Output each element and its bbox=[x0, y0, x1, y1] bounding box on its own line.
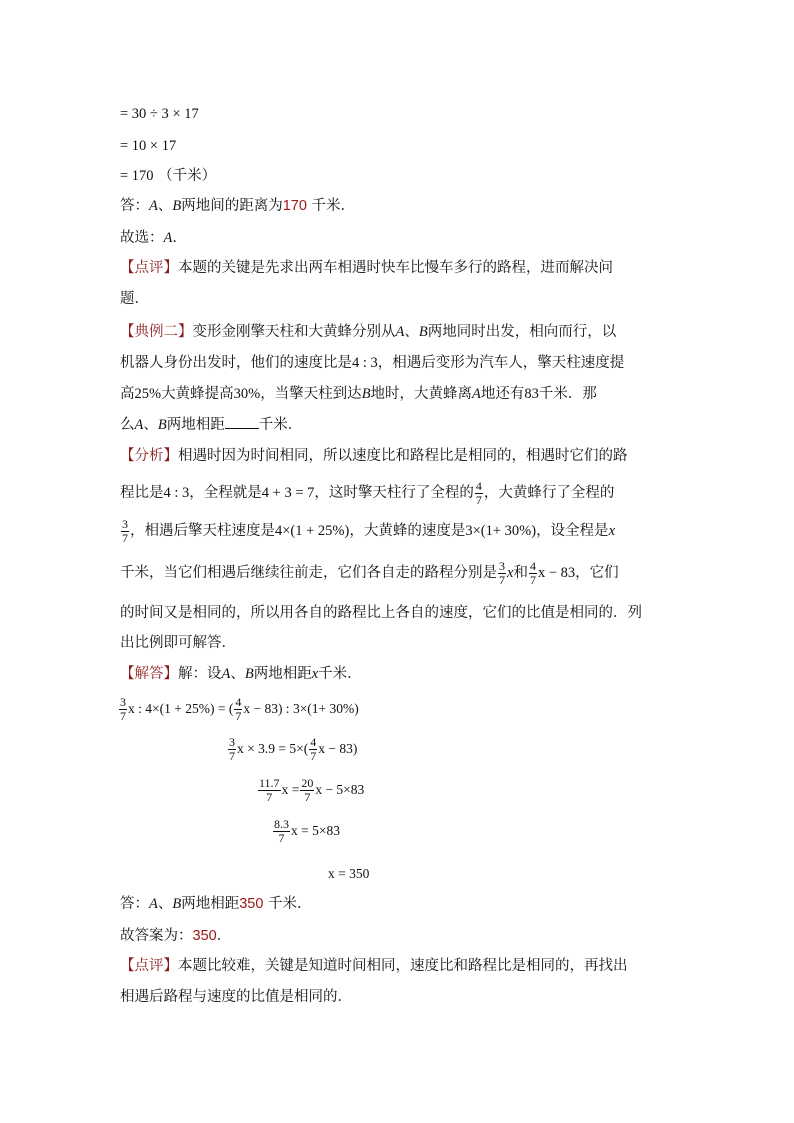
percent-1: 25% bbox=[134, 386, 162, 402]
calc-line-1: = 30 ÷ 3 × 17 bbox=[120, 106, 199, 122]
point-a: A bbox=[134, 417, 144, 433]
comment-2-line-2: 相遇后路程与速度的比值是相同的． bbox=[120, 989, 352, 1005]
example-text: 么 bbox=[120, 417, 135, 433]
comment-tag: 【点评】 bbox=[120, 958, 178, 974]
denominator: 7 bbox=[235, 709, 242, 724]
point-a: A bbox=[221, 666, 231, 682]
numerator: 3 bbox=[120, 695, 126, 710]
analysis-text: 程比是 bbox=[120, 485, 164, 501]
analysis-text: ，它们 bbox=[575, 565, 619, 581]
point-b: B bbox=[418, 324, 428, 340]
analysis-line-4 bbox=[120, 558, 619, 588]
numerator: 4 bbox=[475, 478, 482, 493]
selection-line-1 bbox=[120, 228, 187, 248]
fraction-3-7 bbox=[119, 696, 127, 723]
example-text: 地时，大黄蜂离 bbox=[370, 386, 473, 402]
selection-line-2 bbox=[120, 926, 231, 946]
calc-line-3 bbox=[120, 166, 216, 186]
answer-prefix: 答： bbox=[120, 896, 149, 912]
selection-prefix: 故答案为： bbox=[120, 928, 193, 944]
denominator: 7 bbox=[229, 749, 235, 764]
variable-x: x bbox=[311, 666, 319, 682]
calc-value: = 170 bbox=[120, 168, 154, 184]
solution-line-1 bbox=[120, 664, 362, 684]
fraction-4-7 bbox=[234, 696, 242, 723]
answer-value: 170 bbox=[282, 198, 307, 214]
denominator: 7 bbox=[310, 749, 317, 764]
distance-83: 83 bbox=[524, 386, 539, 402]
answer-unit: 千米． bbox=[311, 198, 356, 214]
comment-tag: 【点评】 bbox=[120, 260, 178, 276]
analysis-line-1 bbox=[120, 446, 628, 466]
selection-value: A bbox=[163, 230, 173, 246]
answer-blank bbox=[225, 414, 259, 429]
point-a: A bbox=[472, 386, 481, 402]
example-text: ，相遇后变形为汽车人，擎天柱速度提 bbox=[377, 355, 625, 371]
numerator: 3 bbox=[499, 558, 505, 573]
variable-x: x bbox=[507, 565, 514, 581]
numerator: 4 bbox=[529, 558, 536, 573]
analysis-text: ，这时擎天柱行了全程的 bbox=[314, 485, 474, 501]
equation-text: x = 5×83 bbox=[291, 823, 340, 838]
selection-value: 350 bbox=[192, 928, 217, 944]
example-line-2 bbox=[120, 353, 624, 373]
solution-text: 两地相距 bbox=[253, 666, 312, 682]
denominator: 7 bbox=[475, 492, 482, 507]
comment-text: 本题比较难，关键是知道时间相同，速度比和路程比是相同的，再找出 bbox=[178, 958, 628, 974]
selection-end: ． bbox=[172, 230, 187, 246]
selection-prefix: 故选： bbox=[120, 230, 164, 246]
fraction-4-7 bbox=[475, 480, 483, 507]
example-line-1 bbox=[120, 322, 616, 342]
separator: 、 bbox=[230, 666, 245, 682]
speed-ratio: 4 : 3 bbox=[352, 355, 378, 371]
solution-tag: 【解答】 bbox=[120, 666, 178, 682]
numerator: 3 bbox=[122, 516, 128, 531]
equation-text: x − 83) : 3×(1+ 30%) bbox=[243, 701, 359, 716]
comment-text: 本题的关键是先求出两车相遇时快车比慢车多行的路程，进而解决问 bbox=[178, 260, 613, 276]
example-text: 大黄蜂提高 bbox=[161, 386, 234, 402]
point-a: A bbox=[149, 896, 158, 912]
answer-text: 两地相距 bbox=[181, 896, 240, 912]
denominator: 7 bbox=[278, 831, 285, 846]
analysis-text: ，全程就是 bbox=[189, 485, 262, 501]
point-b: B bbox=[361, 386, 371, 402]
numerator: 20 bbox=[301, 776, 314, 791]
analysis-text: 千米，当它们相遇后继续往前走，它们各自走的路程分别是 bbox=[120, 565, 497, 581]
equation-text: x × 3.9 = 5×( bbox=[237, 741, 309, 756]
answer-unit: 千米． bbox=[268, 896, 312, 912]
point-b: B bbox=[244, 666, 254, 682]
analysis-text: ，相遇后擎天柱速度是 bbox=[130, 523, 275, 539]
point-b: B bbox=[157, 417, 167, 433]
comment-2-line-1 bbox=[120, 956, 628, 976]
analysis-text: ，大黄蜂行了全程的 bbox=[483, 485, 615, 501]
example-line-3 bbox=[120, 384, 597, 404]
separator: 、 bbox=[157, 896, 173, 912]
denominator: 7 bbox=[120, 709, 126, 724]
equation-text: x − 83) bbox=[318, 741, 358, 756]
calc-unit: （千米） bbox=[158, 168, 217, 184]
numerator: 4 bbox=[235, 695, 242, 710]
equation-text: x : 4×(1 + 25%) = ( bbox=[128, 701, 234, 716]
comment-1-line-2: 题． bbox=[120, 291, 149, 307]
equation-5: x = 350 bbox=[328, 866, 370, 881]
example-text: 地还有 bbox=[480, 386, 525, 402]
expr-2: 3×(1+ 30%) bbox=[465, 523, 537, 539]
fraction-11-7 bbox=[258, 777, 281, 804]
analysis-line-6: 出比例即可解答． bbox=[120, 635, 236, 651]
equation-text: x − 5×83 bbox=[315, 782, 365, 797]
answer-text: 两地间的距离为 bbox=[181, 198, 283, 214]
example-text: 机器人身份出发时，他们的速度比是 bbox=[120, 355, 352, 371]
fraction-4-7 bbox=[309, 736, 317, 763]
analysis-text: ，设全程是 bbox=[536, 523, 609, 539]
fraction-3-7 bbox=[121, 518, 129, 545]
example-text: 千米．那 bbox=[538, 386, 597, 402]
equation-3 bbox=[257, 775, 364, 805]
separator: 、 bbox=[404, 324, 419, 340]
denominator: 7 bbox=[304, 790, 311, 805]
example-text: 高 bbox=[120, 386, 135, 402]
fraction-20-7 bbox=[300, 777, 314, 804]
analysis-text: 相遇时因为时间相同，所以速度比和路程比是相同的，相遇时它们的路 bbox=[178, 448, 628, 464]
numerator: 8.3 bbox=[274, 817, 289, 832]
numerator: 4 bbox=[310, 735, 317, 750]
selection-end: ． bbox=[216, 928, 232, 944]
denominator: 7 bbox=[122, 530, 128, 545]
example-text: 变形金刚擎天柱和大黄蜂分别从 bbox=[192, 324, 396, 340]
equation-text: x = bbox=[281, 782, 300, 797]
solution-text: 千米． bbox=[318, 666, 362, 682]
fraction-4-7 bbox=[529, 560, 537, 587]
analysis-line-5: 的时间又是相同的，所以用各自的路程比上各自的速度，它们的比值是相同的．列 bbox=[120, 605, 642, 621]
calc-line-2: = 10 × 17 bbox=[120, 138, 177, 154]
answer-value: 350 bbox=[239, 896, 264, 912]
expr-1: 4×(1 + 25%) bbox=[275, 523, 350, 539]
analysis-text: ，大黄蜂的速度是 bbox=[349, 523, 466, 539]
analysis-line-3 bbox=[120, 516, 615, 546]
fraction-3-7 bbox=[228, 736, 236, 763]
ratio: 4 : 3 bbox=[163, 485, 190, 501]
expr-3: x − 83 bbox=[537, 565, 576, 581]
denominator: 7 bbox=[499, 572, 505, 587]
numerator: 11.7 bbox=[259, 776, 280, 791]
analysis-line-2 bbox=[120, 478, 614, 508]
point-a: A bbox=[395, 324, 405, 340]
equation-4 bbox=[272, 816, 340, 846]
fraction-3-7 bbox=[498, 560, 506, 587]
solution-text: 解：设 bbox=[178, 666, 222, 682]
answer-line-2 bbox=[120, 894, 312, 914]
numerator: 3 bbox=[229, 735, 235, 750]
separator: 、 bbox=[157, 198, 173, 214]
answer-prefix: 答： bbox=[120, 198, 149, 214]
point-b: B bbox=[172, 896, 182, 912]
example-tag: 【典例二】 bbox=[120, 324, 193, 340]
example-text: ，当擎天柱到达 bbox=[260, 386, 362, 402]
analysis-text: 和 bbox=[513, 565, 528, 581]
example-text: 千米． bbox=[258, 417, 303, 433]
example-text: 两地相距 bbox=[166, 417, 225, 433]
percent-2: 30% bbox=[233, 386, 261, 402]
point-a: A bbox=[149, 198, 158, 214]
variable-x: x bbox=[608, 523, 615, 539]
equation-2 bbox=[227, 734, 357, 764]
denominator: 7 bbox=[529, 572, 536, 587]
answer-line-1 bbox=[120, 196, 355, 216]
point-b: B bbox=[172, 198, 182, 214]
example-text: 两地同时出发，相向而行，以 bbox=[427, 324, 617, 340]
analysis-tag: 【分析】 bbox=[120, 448, 178, 464]
equation-1 bbox=[118, 694, 359, 724]
comment-1-line-1 bbox=[120, 258, 613, 278]
separator: 、 bbox=[143, 417, 158, 433]
denominator: 7 bbox=[266, 790, 273, 805]
fraction-8-7 bbox=[273, 818, 290, 845]
sum: 4 + 3 = 7 bbox=[261, 485, 315, 501]
example-line-4 bbox=[120, 414, 302, 435]
